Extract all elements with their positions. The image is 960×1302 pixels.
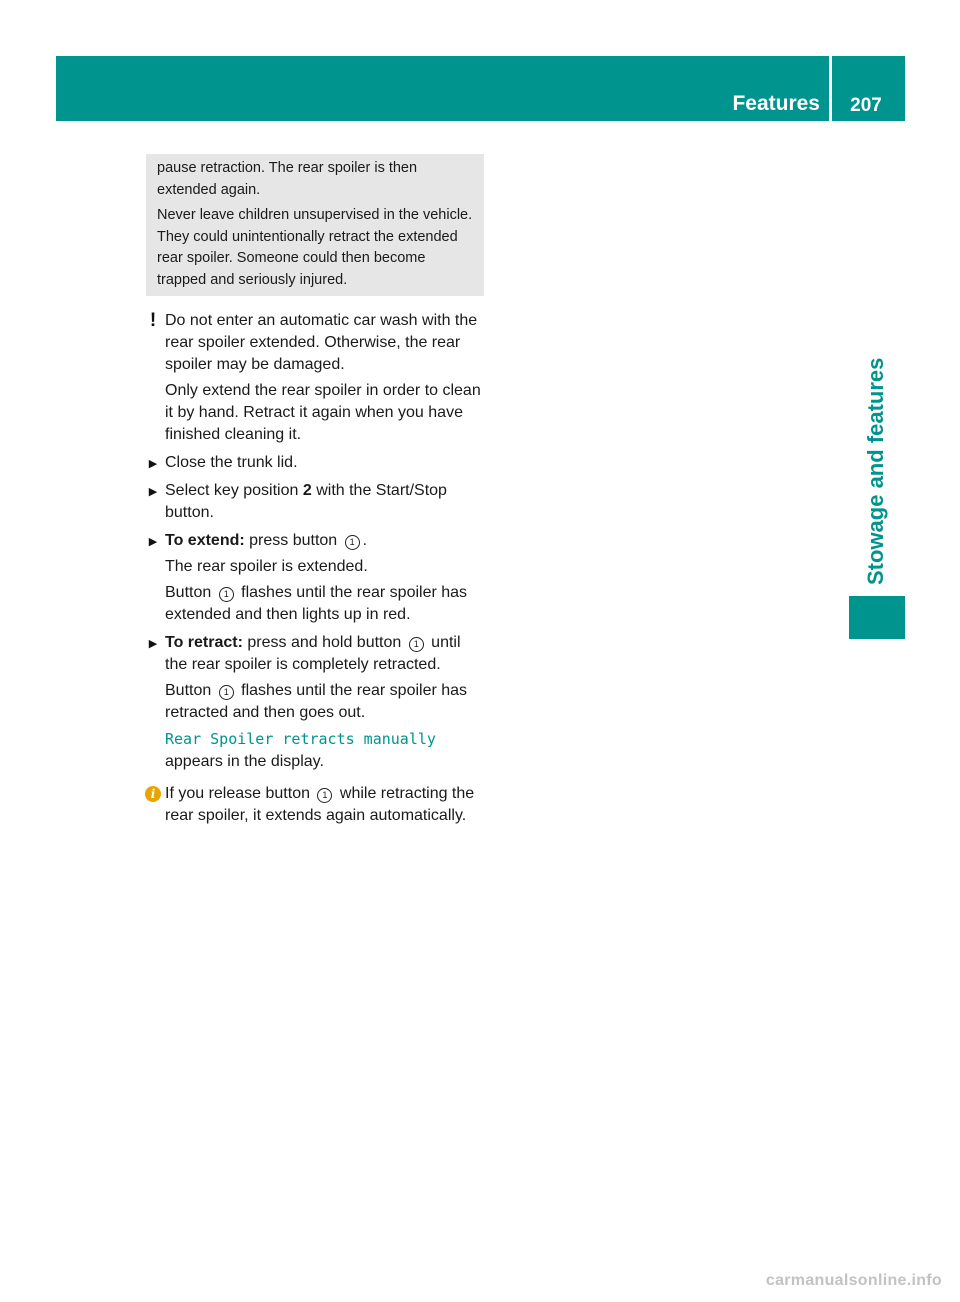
info-icon: i [145, 786, 161, 802]
button-1-icon: 1 [219, 685, 234, 700]
step-item [146, 530, 484, 626]
exclamation-icon: ! [149, 310, 157, 331]
step-item [146, 452, 484, 474]
header-divider [829, 56, 832, 121]
info-item [146, 783, 484, 827]
step-text: To retract: press and hold button 1 until the rear spoiler is completely retracted. [165, 634, 461, 673]
display-message: Rear Spoiler retracts manually [165, 730, 436, 748]
chapter-tab-marker [849, 596, 905, 639]
warning-text: Never leave children unsupervised in the vehicle. They could unintentionally retract the extended rear spoiler. Someone could then become trapped and seriously injured. [157, 207, 473, 288]
display-suffix: appears in the display. [165, 753, 324, 770]
arrow-right-icon: ▶ [148, 458, 158, 470]
arrow-right-icon: ▶ [148, 536, 158, 548]
step-item [146, 632, 484, 773]
notice-text: Do not enter an automatic car wash with the rear spoiler extended. Otherwise, the rear spoiler may be damaged. [165, 312, 478, 373]
button-1-icon: 1 [345, 535, 360, 550]
step-note: Button 1 flashes until the rear spoiler has extended and then lights up in red. [165, 584, 468, 623]
arrow-right-icon: ▶ [148, 638, 158, 650]
footer-watermark: carmanualsonline.info [765, 1272, 942, 1289]
page-number: 207 [850, 95, 882, 116]
key-position: 2 [302, 482, 312, 499]
step-result: The rear spoiler is extended. [165, 558, 368, 575]
info-text: If you release button 1 while retracting the rear spoiler, it extends again automatically. [165, 785, 475, 824]
chapter-tab-label: Stowage and features [863, 357, 888, 585]
button-1-icon: 1 [317, 788, 332, 803]
warning-text: pause retraction. The rear spoiler is then extended again. [157, 160, 418, 198]
display-message-line [165, 728, 484, 751]
button-1-icon: 1 [219, 587, 234, 602]
warning-box [146, 154, 484, 296]
arrow-right-icon: ▶ [148, 486, 158, 498]
section-title: Features [732, 92, 820, 115]
step-item [146, 480, 484, 524]
step-text: Close the trunk lid. [165, 454, 298, 471]
button-1-icon: 1 [409, 637, 424, 652]
step-text: To extend: press button 1 . [165, 532, 368, 549]
step-label: To retract: [165, 634, 243, 651]
page-content [146, 154, 484, 833]
step-label: To extend: [165, 532, 245, 549]
step-text: Select key position 2 with the Start/Stop button. [165, 482, 447, 521]
step-note: Button 1 flashes until the rear spoiler has retracted and then goes out. [165, 682, 468, 721]
page-header [56, 56, 905, 121]
notice-item [146, 310, 484, 446]
notice-text: Only extend the rear spoiler in order to clean it by hand. Retract it again when you have finished cleaning it. [165, 382, 481, 443]
